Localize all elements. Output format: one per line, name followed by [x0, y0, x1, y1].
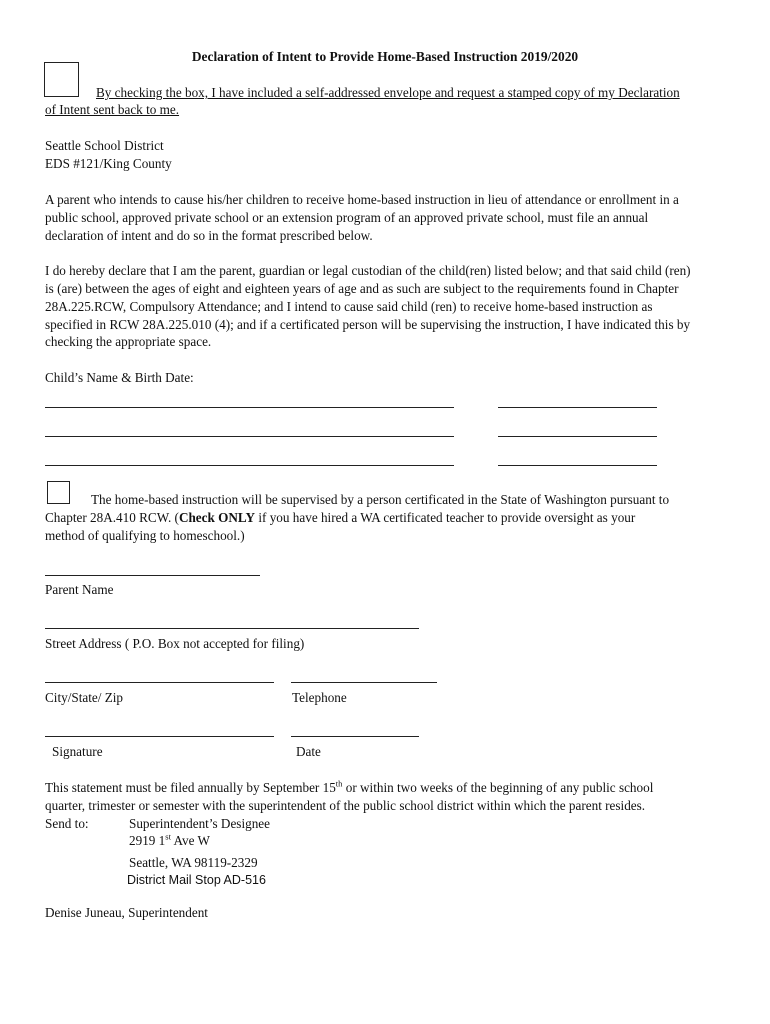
date-field[interactable]: [291, 736, 419, 737]
district-name: Seattle School District: [45, 138, 164, 153]
declaration-line: 28A.225.RCW, Compulsory Attendance; and I intend to cause said child (ren) to receive home-based instruction as: [45, 299, 653, 314]
declaration-line: I do hereby declare that I am the parent, guardian or legal custodian of the child(ren) listed below; and that said child (ren): [45, 263, 691, 278]
intro-line: declaration of intent and do so in the format prescribed below.: [45, 228, 373, 243]
declaration-line: is (are) between the ages of eight and eighteen years of age and as such are subject to the requirements found in Chapter: [45, 281, 679, 296]
send-to-mail-stop: District Mail Stop AD-516: [127, 873, 266, 887]
declaration-line: specified in RCW 28A.225.010 (4); and if a certificated person will be supervising the instruction, I have indicated this by: [45, 317, 691, 332]
intro-line: A parent who intends to cause his/her children to receive home-based instruction in lieu of attendance or enrollment in a: [45, 192, 679, 207]
date-label: Date: [296, 744, 321, 759]
declaration-line: checking the appropriate space.: [45, 334, 212, 349]
send-to-recipient: Superintendent’s Designee: [129, 816, 270, 831]
filing-deadline-text-cont: quarter, trimester or semester with the superintendent of the public school district within which the parent resides.: [45, 798, 646, 813]
form-title: Declaration of Intent to Provide Home-Based Instruction 2019/2020: [191, 49, 579, 64]
envelope-checkbox[interactable]: [44, 62, 79, 97]
telephone-label: Telephone: [292, 690, 347, 705]
city-state-zip-field[interactable]: [45, 682, 274, 683]
envelope-request-text: By checking the box, I have included a self-addressed envelope and request a stamped copy of my Declaration: [96, 85, 680, 100]
signature-field[interactable]: [45, 736, 274, 737]
city-state-zip-label: City/State/ Zip: [45, 690, 124, 705]
street-address-field[interactable]: [45, 628, 419, 629]
send-to-city: Seattle, WA 98119-2329: [129, 855, 258, 870]
envelope-request-text-cont: of Intent sent back to me.: [45, 102, 180, 117]
child-name-birthdate-label: Child’s Name & Birth Date:: [45, 370, 194, 385]
child-birthdate-field-3[interactable]: [498, 465, 657, 466]
child-name-field-3[interactable]: [45, 465, 454, 466]
telephone-field[interactable]: [291, 682, 437, 683]
child-birthdate-field-1[interactable]: [498, 407, 657, 408]
child-name-field-1[interactable]: [45, 407, 454, 408]
street-address-label: Street Address ( P.O. Box not accepted for filing): [45, 636, 305, 651]
certificated-supervision-checkbox[interactable]: [47, 481, 70, 504]
send-to-street: 2919 1st Ave W: [129, 831, 211, 848]
supervision-text: The home-based instruction will be supervised by a person certificated in the State of Washington pursuant to: [91, 492, 670, 507]
parent-name-label: Parent Name: [45, 582, 114, 597]
superintendent-name: Denise Juneau, Superintendent: [45, 905, 208, 920]
signature-label: Signature: [52, 744, 103, 759]
send-to-label: Send to:: [45, 816, 89, 831]
child-birthdate-field-2[interactable]: [498, 436, 657, 437]
intro-line: public school, approved private school or an extension program of an approved private school, must file an annual: [45, 210, 649, 225]
child-name-field-2[interactable]: [45, 436, 454, 437]
filing-deadline-text: This statement must be filed annually by September 15th or within two weeks of the beginning of any public school: [45, 778, 654, 795]
supervision-text-end: method of qualifying to homeschool.): [45, 528, 245, 543]
supervision-text-cont: Chapter 28A.410 RCW. (Check ONLY if you have hired a WA certificated teacher to provide oversight as your: [45, 510, 636, 525]
district-eds: EDS #121/King County: [45, 156, 172, 171]
parent-name-field[interactable]: [45, 575, 260, 576]
